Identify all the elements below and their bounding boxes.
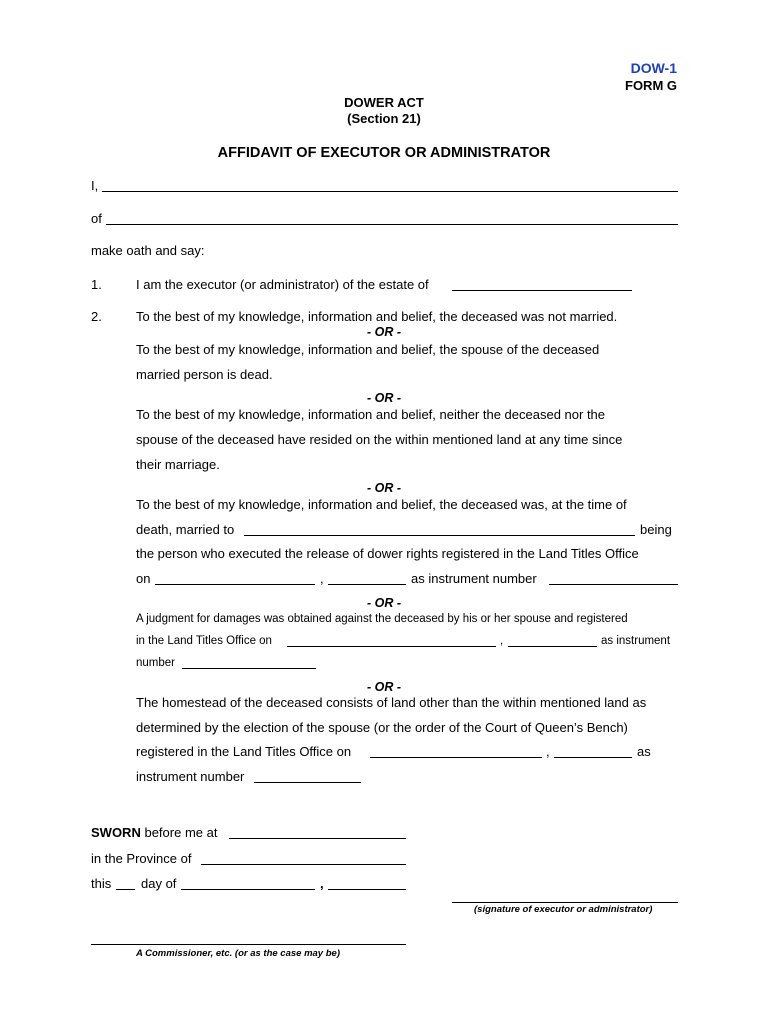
day-of-label: day of xyxy=(141,876,177,891)
this-label: this xyxy=(91,876,112,891)
form-code: DOW-1 xyxy=(630,60,677,76)
option-spouse-dead-line-1: To the best of my knowledge, information and belief, the spouse of the deceased xyxy=(136,342,600,357)
year-field[interactable] xyxy=(328,889,406,890)
or-separator: - OR - xyxy=(366,391,402,405)
option-release-instrument-label: as instrument number xyxy=(411,571,537,586)
election-year-field[interactable] xyxy=(554,757,632,758)
option-judgment-number-label: number xyxy=(136,657,175,669)
executor-signature-line[interactable] xyxy=(452,902,678,903)
executor-signature-caption: (signature of executor or administrator) xyxy=(474,904,653,915)
deponent-address-field[interactable] xyxy=(106,224,678,225)
option-homestead-instrument-label: instrument number xyxy=(136,769,245,784)
election-date-field[interactable] xyxy=(370,757,542,758)
judgment-date-field[interactable] xyxy=(287,646,496,647)
or-separator: - OR - xyxy=(366,680,402,694)
option-release-line-3: the person who executed the release of dower rights registered in the Land Titles Office xyxy=(136,546,639,561)
option-not-resided-line-1: To the best of my knowledge, information and belief, neither the deceased nor the xyxy=(136,407,606,422)
comma: , xyxy=(500,635,504,647)
deponent-name-field[interactable] xyxy=(102,191,678,192)
spouse-name-field[interactable] xyxy=(244,535,635,536)
act-name: DOWER ACT xyxy=(344,95,424,110)
release-date-field[interactable] xyxy=(155,584,315,585)
commissioner-caption: A Commissioner, etc. (or as the case may be) xyxy=(136,948,340,959)
option-judgment-line-1: A judgment for damages was obtained against the deceased by his or her spouse and registered xyxy=(136,613,628,625)
option-not-resided-line-3: their marriage. xyxy=(136,457,220,472)
option-release-death-label: death, married to xyxy=(136,522,235,537)
sworn-line xyxy=(91,825,217,840)
oath-text: make oath and say: xyxy=(91,243,205,258)
act-section: (Section 21) xyxy=(347,111,421,126)
comma: , xyxy=(546,744,550,759)
deponent-name-label: I, xyxy=(91,178,99,193)
comma: , xyxy=(320,876,324,891)
sworn-label: SWORN xyxy=(91,825,141,840)
day-number-field[interactable] xyxy=(116,889,135,890)
judgment-year-field[interactable] xyxy=(508,646,597,647)
option-homestead-line-3: registered in the Land Titles Office on xyxy=(136,744,352,759)
option-release-being-label: being xyxy=(640,522,672,537)
option-release-on-label: on xyxy=(136,571,151,586)
election-instrument-number-field[interactable] xyxy=(254,782,361,783)
province-label: in the Province of xyxy=(91,851,192,866)
sworn-place-field[interactable] xyxy=(229,838,406,839)
judgment-instrument-number-field[interactable] xyxy=(182,668,316,669)
before-me-label: before me at xyxy=(144,825,218,840)
option-homestead-as-label: as xyxy=(637,744,651,759)
option-not-married: To the best of my knowledge, information and belief, the deceased was not married. xyxy=(136,309,618,324)
option-homestead-line-1: The homestead of the deceased consists of land other than the within mentioned land as xyxy=(136,695,647,710)
deponent-address-label: of xyxy=(91,211,102,226)
comma: , xyxy=(320,571,324,586)
option-release-line-1: To the best of my knowledge, information and belief, the deceased was, at the time of xyxy=(136,497,627,512)
item-1-text: I am the executor (or administrator) of the estate of xyxy=(136,277,429,292)
option-homestead-line-2: determined by the election of the spouse (or the order of the Court of Queen’s Bench) xyxy=(136,720,628,735)
form-letter: FORM G xyxy=(625,78,677,93)
option-judgment-line-2: in the Land Titles Office on xyxy=(136,635,272,647)
release-year-field[interactable] xyxy=(328,584,406,585)
option-not-resided-line-2: spouse of the deceased have resided on the within mentioned land at any time since xyxy=(136,432,623,447)
release-instrument-number-field[interactable] xyxy=(549,584,678,585)
form-title: AFFIDAVIT OF EXECUTOR OR ADMINISTRATOR xyxy=(217,145,551,161)
or-separator: - OR - xyxy=(366,596,402,610)
or-separator: - OR - xyxy=(366,325,402,339)
commissioner-signature-line[interactable] xyxy=(91,944,406,945)
province-field[interactable] xyxy=(201,864,406,865)
or-separator: - OR - xyxy=(366,481,402,495)
item-2-number: 2. xyxy=(91,309,102,324)
estate-name-field[interactable] xyxy=(452,290,632,291)
item-1-number: 1. xyxy=(91,277,102,292)
option-judgment-instrument-label: as instrument xyxy=(601,635,671,647)
month-field[interactable] xyxy=(181,889,315,890)
option-spouse-dead-line-2: married person is dead. xyxy=(136,367,273,382)
